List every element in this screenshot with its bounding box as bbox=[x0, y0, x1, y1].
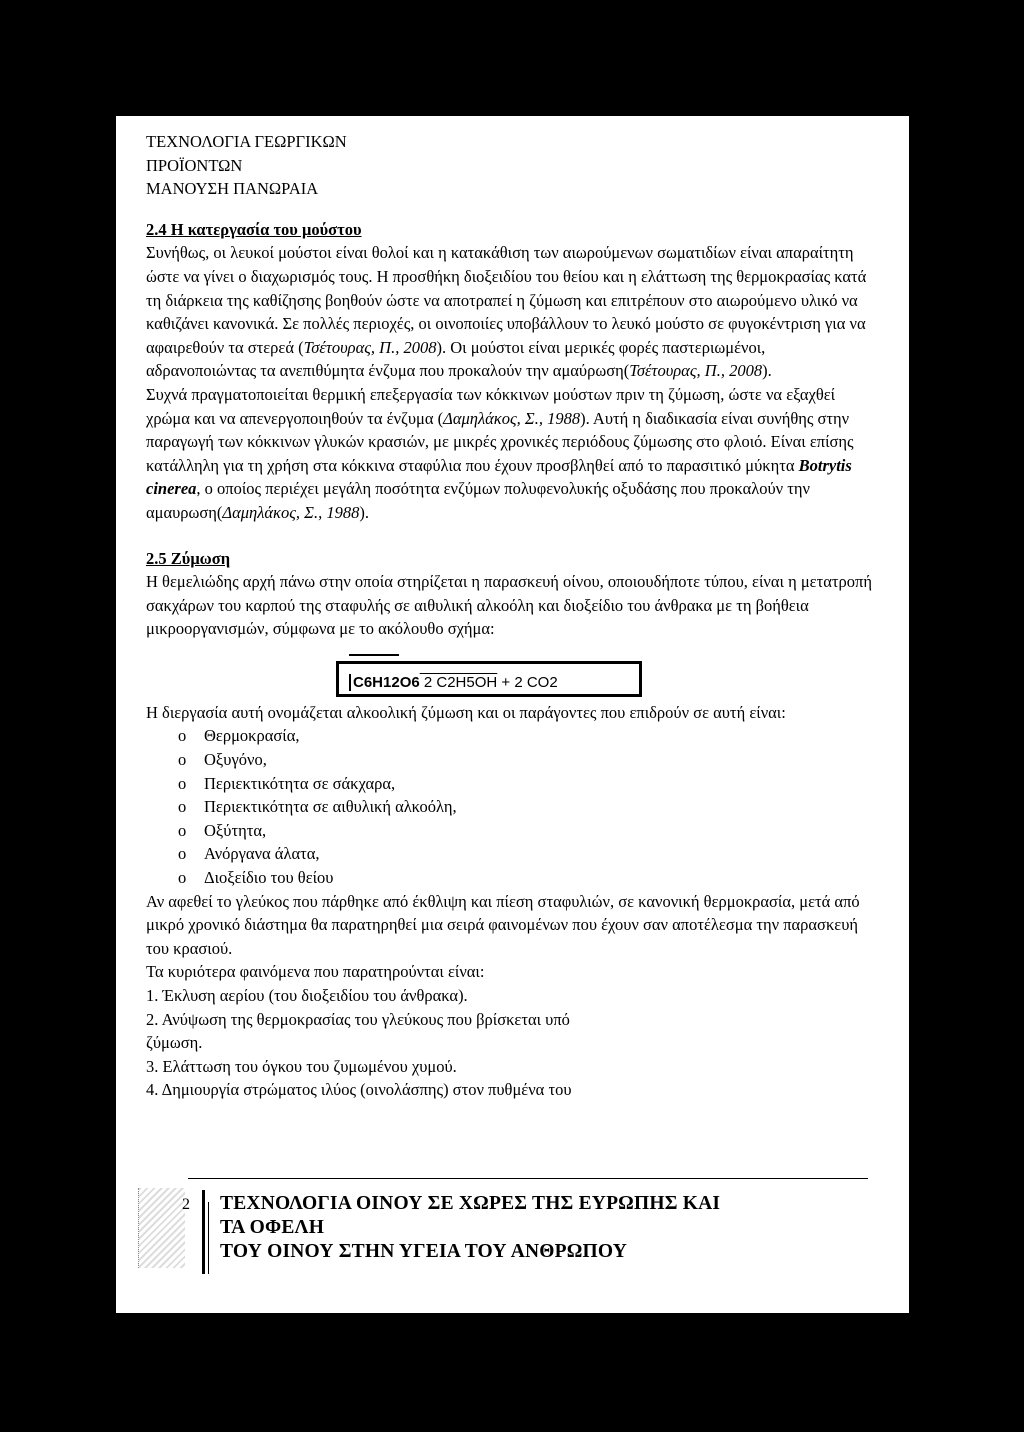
page-header bbox=[146, 130, 876, 201]
section-2-5-heading: 2.5 Ζύμωση bbox=[146, 548, 231, 568]
header-line-1: ΤΕΧΝΟΛΟΓΙΑ ΓΕΩΡΓΙΚΩΝ bbox=[146, 132, 347, 151]
footer-image bbox=[138, 1188, 185, 1268]
citation: Τσέτουρας, Π., 2008 bbox=[629, 361, 763, 381]
footer-divider-thin bbox=[208, 1202, 209, 1274]
section-2-4-paragraph-1: Συνήθως, οι λευκοί μούστοι είναι θολοί και η κατακάθιση των αιωρούμενων σωματιδίων είναι απαραίτητη ώστε να γίνει ο διαχωρισμός τους. Η προσθήκη διοξειδίου του θείου και η ελάττωση της θερμοκρασίας κατά τη διάρκεια της καθίζησης βοηθούν ώστε να αποτραπεί η ζύμωση και επιτρέπουν στο αιωρούμενο υλικό να καθιζάνει κανονικά. Σε πολλές περιοχές, οι οινοποιίες υποβάλλουν το λευκό μούστο σε φυγοκέντριση για να αφαιρεθούν τα στερεά (Τσέτουρας, Π., 2008). Οι μούστοι είναι μερικές φορές παστεριωμένοι, αδρανοποιώντας τα ανεπιθύμητα ένζυμα που προκαλούν την αμαύρωση(Τσέτουρας, Π., 2008). bbox=[146, 243, 867, 381]
citation: Δαμηλάκος, Σ., 1988 bbox=[222, 502, 360, 522]
bullet-icon: o bbox=[178, 797, 187, 817]
header-line-3: ΜΑΝΟΥΣΗ ΠΑΝΩΡΑΙΑ bbox=[146, 179, 319, 199]
numbered-item-4: 4. Δημιουργία στρώματος ιλύος (οινολάσπης) στον πυθμένα του bbox=[146, 1080, 572, 1100]
numbered-item-2-cont: ζύμωση. bbox=[146, 1033, 203, 1053]
document-page bbox=[116, 116, 909, 1313]
bullet-icon: o bbox=[178, 773, 187, 793]
reaction-formula-box bbox=[336, 661, 642, 697]
page-number: 2 bbox=[182, 1196, 190, 1213]
bullet-icon: o bbox=[178, 844, 187, 864]
numbered-item-3: 3. Ελάττωση του όγκου του ζυμωμένου χυμού. bbox=[146, 1056, 457, 1076]
list-item: o Περιεκτικότητα σε αιθυλική αλκοόλη, bbox=[178, 795, 876, 819]
formula-product-ethanol: 2 C2H5OH bbox=[419, 673, 498, 691]
page-content bbox=[146, 130, 876, 1102]
list-item: o Οξυγόνο, bbox=[178, 748, 876, 772]
footer-title-line-3: ΤΟΥ ΟΙΝΟΥ ΣΤΗΝ ΥΓΕΙΑ ΤΟΥ ΑΝΘΡΩΠΟΥ bbox=[220, 1241, 628, 1262]
footer-title-line-2: ΤΑ ΟΦΕΛΗ bbox=[220, 1217, 325, 1238]
citation: Τσέτουρας, Π., 2008 bbox=[303, 337, 437, 357]
section-2-4-heading: 2.4 Η κατεργασία του μούστου bbox=[146, 219, 362, 239]
bullet-icon: o bbox=[178, 820, 187, 840]
list-item: o Οξύτητα, bbox=[178, 819, 876, 843]
section-2-5-paragraph-2: Η διεργασία αυτή ονομάζεται αλκοολική ζύμωση και οι παράγοντες που επιδρούν σε αυτή είναι: bbox=[146, 702, 786, 722]
formula-product-co2: + 2 CO2 bbox=[497, 673, 558, 691]
footer-title bbox=[220, 1192, 720, 1264]
citation: Δαμηλάκος, Σ., 1988 bbox=[443, 408, 581, 428]
section-2-5-paragraph-3: Αν αφεθεί το γλεύκος που πάρθηκε από έκθλιψη και πίεση σταφυλιών, σε κανονική θερμοκρασία, μετά από μικρό χρονικό διάστημα θα παρατηρηθεί μια σειρά φαινομένων που έχουν σαν αποτέλεσμα την παρασκευή του κρασιού. bbox=[146, 891, 860, 958]
section-2-5-paragraph-1: Η θεμελιώδης αρχή πάνω στην οποία στηρίζεται η παρασκευή οίνου, οποιουδήποτε τύπου, είναι η μετατροπή σακχάρων του καρπού της σταφυλής σε αιθυλική αλκοόλη και διοξείδιο του άνθρακα με τη βοήθεια μικροοργανισμών, σύμφωνα με το ακόλουθο σχήμα: bbox=[146, 572, 872, 639]
footer-title-line-1: ΤΕΧΝΟΛΟΓΙΑ ΟΙΝΟΥ ΣΕ ΧΩΡΕΣ ΤΗΣ ΕΥΡΩΠΗΣ ΚΑΙ bbox=[220, 1193, 721, 1214]
footer-divider bbox=[202, 1190, 205, 1274]
section-2-4-paragraph-2: Συχνά πραγματοποιείται θερμική επεξεργασία των κόκκινων μούστων πριν τη ζύμωση, ώστε να εξαχθεί χρώμα και να απενεργοποιηθούν τα ένζυμα (Δαμηλάκος, Σ., 1988). Αυτή η διαδικασία είναι συνήθης στην παραγωγή των κόκκινων γλυκών κρασιών, με μικρές χρονικές περιόδους ζύμωσης στο φλοιό. Είναι επίσης κατάλληλη για τη χρήση στα κόκκινα σταφύλια που έχουν προσβληθεί από το παρασιτικό μύκητα Botrytis cinerea, ο οποίος περιέχει μεγάλη ποσότητα ενζύμων πολυφενολυκής οξυδάσης που προκαλούν την αμαυρωση(Δαμηλάκος, Σ., 1988). bbox=[146, 384, 854, 522]
list-item: o Ανόργανα άλατα, bbox=[178, 842, 876, 866]
factors-list bbox=[146, 724, 876, 889]
list-item: o Θερμοκρασία, bbox=[178, 724, 876, 748]
list-item: o Διοξείδιο του θείου bbox=[178, 866, 876, 890]
bullet-icon: o bbox=[178, 868, 187, 888]
page-footer bbox=[116, 1178, 909, 1278]
bullet-icon: o bbox=[178, 750, 187, 770]
formula-reactant: C6H12O6 bbox=[349, 674, 420, 691]
section-2-5-paragraph-4: Τα κυριότερα φαινόμενα που παρατηρούνται είναι: bbox=[146, 962, 485, 982]
bullet-icon: o bbox=[178, 726, 187, 746]
numbered-item-1: 1. Έκλυση αερίου (του διοξειδίου του άνθρακα). bbox=[146, 986, 468, 1005]
reaction-formula bbox=[349, 671, 558, 695]
species-name: Botrytis cinerea bbox=[146, 455, 852, 499]
numbered-item-2: 2. Ανύψωση της θερμοκρασίας του γλεύκους που βρίσκεται υπό bbox=[146, 1009, 570, 1029]
footer-rule bbox=[188, 1178, 868, 1179]
header-line-2: ΠΡΟΪΟΝΤΩΝ bbox=[146, 155, 243, 175]
list-item: o Περιεκτικότητα σε σάκχαρα, bbox=[178, 772, 876, 796]
